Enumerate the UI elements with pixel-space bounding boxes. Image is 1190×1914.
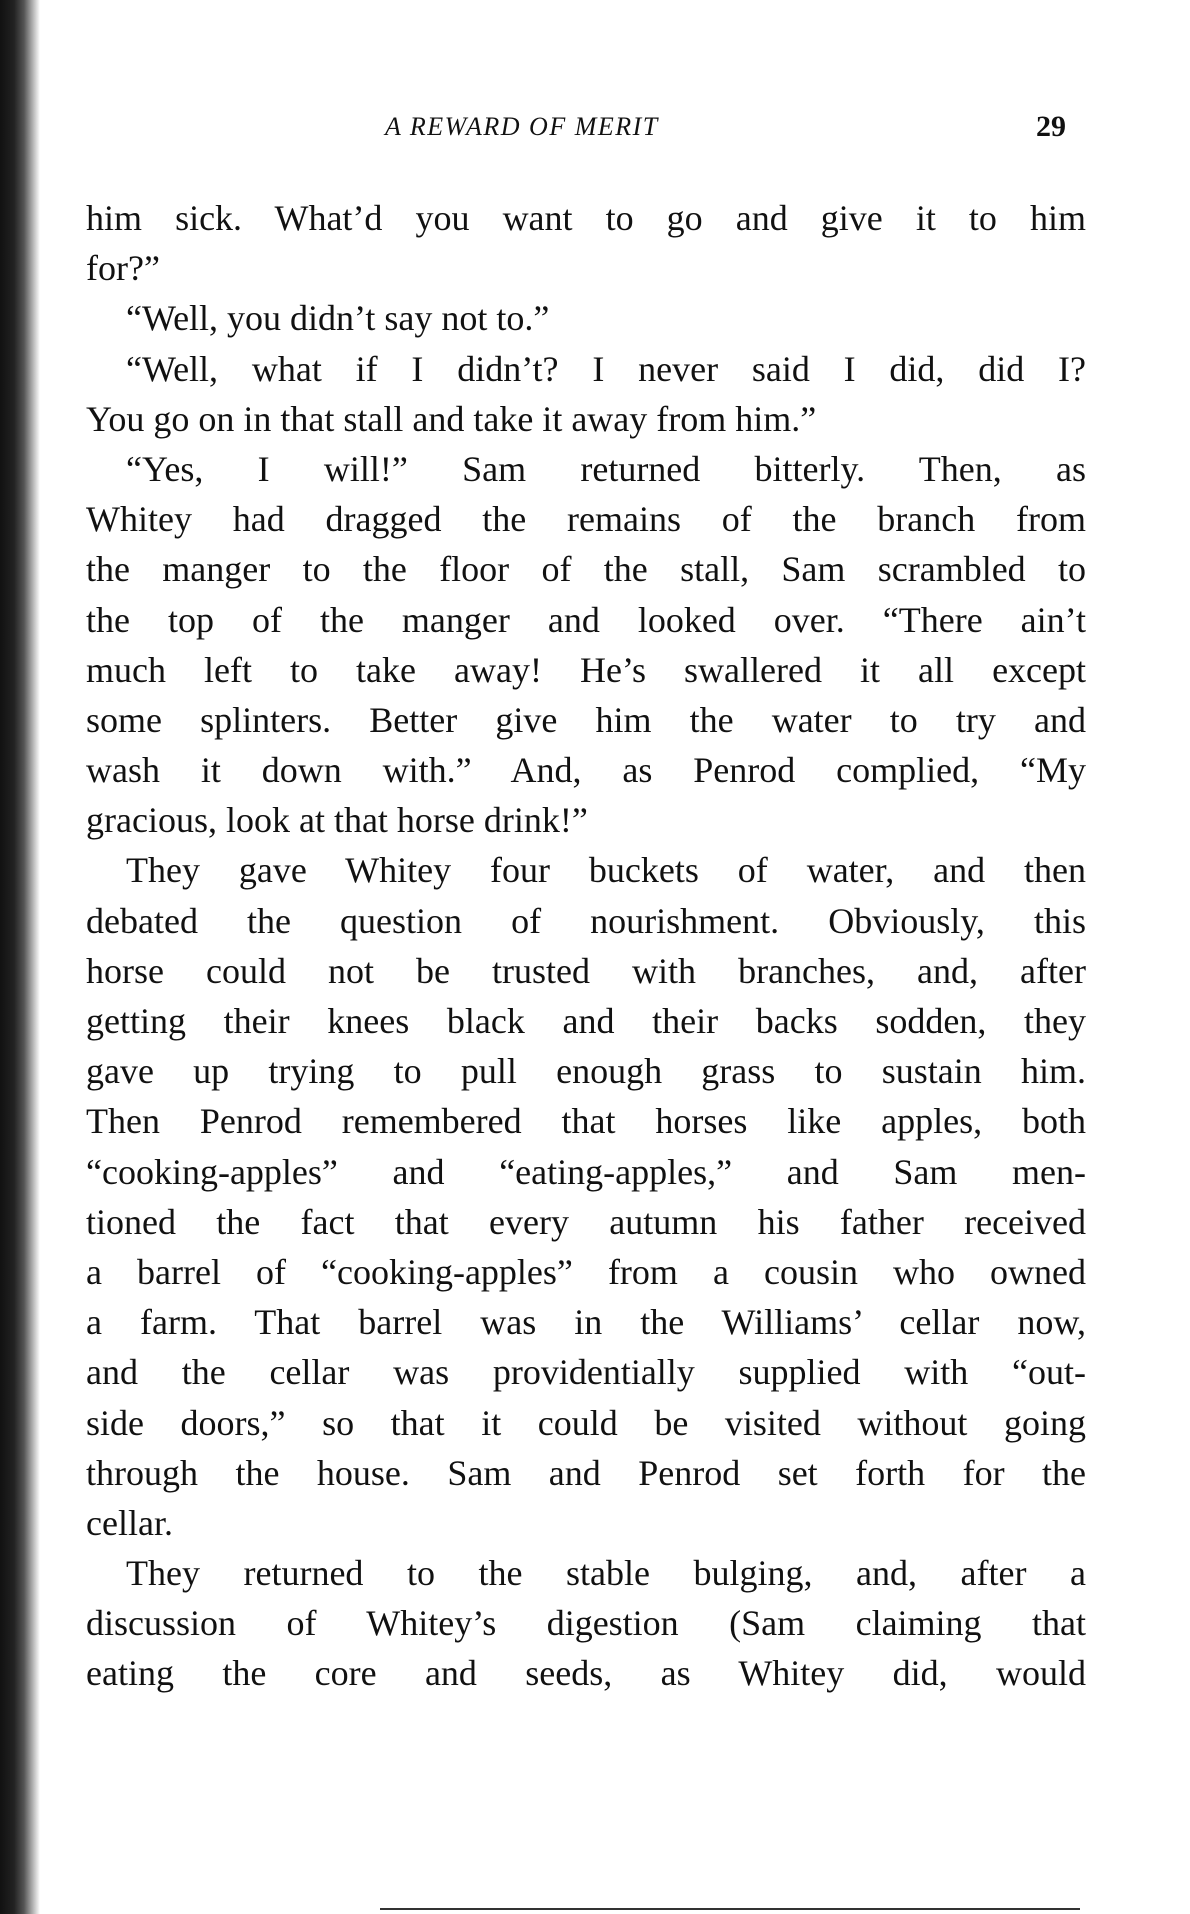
- text-line: much left to take away! He’s swallered it all except: [86, 649, 1086, 690]
- text-line: You go on in that stall and take it away from him.”: [86, 398, 817, 439]
- bottom-rule: [380, 1908, 1080, 1910]
- text-line: through the house. Sam and Penrod set forth for the: [86, 1452, 1086, 1493]
- book-spine-shadow: [0, 0, 40, 1914]
- text-line: gave up trying to pull enough grass to sustain him.: [86, 1051, 1086, 1092]
- text-line: him sick. What’d you want to go and give it to him: [86, 198, 1086, 238]
- text-line: the manger to the floor of the stall, Sam scrambled to: [86, 549, 1086, 590]
- text-line: tioned the fact that every autumn his father received: [86, 1201, 1086, 1242]
- text-line: the top of the manger and looked over. “There ain’t: [86, 599, 1086, 640]
- running-title: A REWARD OF MERIT: [385, 112, 659, 141]
- text-line: for?”: [86, 248, 160, 289]
- text-line: “Well, you didn’t say not to.”: [126, 298, 550, 339]
- text-line: Whitey had dragged the remains of the branch from: [86, 499, 1086, 540]
- text-line: and the cellar was providentially supplied with “out-: [86, 1352, 1086, 1393]
- text-line: cellar.: [86, 1502, 173, 1543]
- text-line: “cooking-apples” and “eating-apples,” and Sam men-: [86, 1151, 1086, 1192]
- text-line: debated the question of nourishment. Obviously, this: [86, 900, 1086, 941]
- text-line: discussion of Whitey’s digestion (Sam claiming that: [86, 1603, 1086, 1644]
- text-line: a farm. That barrel was in the Williams’ cellar now,: [86, 1302, 1086, 1343]
- text-line: Then Penrod remembered that horses like apples, both: [86, 1101, 1086, 1142]
- text-line: a barrel of “cooking-apples” from a cousin who owned: [86, 1251, 1086, 1292]
- text-line: “Yes, I will!” Sam returned bitterly. Then, as: [126, 448, 1086, 489]
- text-line: horse could not be trusted with branches, and, after: [86, 950, 1086, 991]
- text-line: getting their knees black and their backs sodden, they: [86, 1001, 1086, 1041]
- body-text: [86, 193, 1086, 1699]
- text-line: eating the core and seeds, as Whitey did, would: [86, 1653, 1086, 1694]
- text-line: wash it down with.” And, as Penrod complied, “My: [86, 750, 1086, 791]
- text-line: They gave Whitey four buckets of water, and then: [126, 850, 1086, 891]
- text-line: some splinters. Better give him the water to try and: [86, 699, 1086, 740]
- text-line: side doors,” so that it could be visited without going: [86, 1402, 1086, 1443]
- text-line: “Well, what if I didn’t? I never said I did, did I?: [126, 348, 1086, 389]
- page-header: [0, 112, 1190, 152]
- page-number: 29: [1036, 110, 1066, 143]
- text-line: gracious, look at that horse drink!”: [86, 800, 588, 841]
- text-line: They returned to the stable bulging, and, after a: [126, 1553, 1086, 1594]
